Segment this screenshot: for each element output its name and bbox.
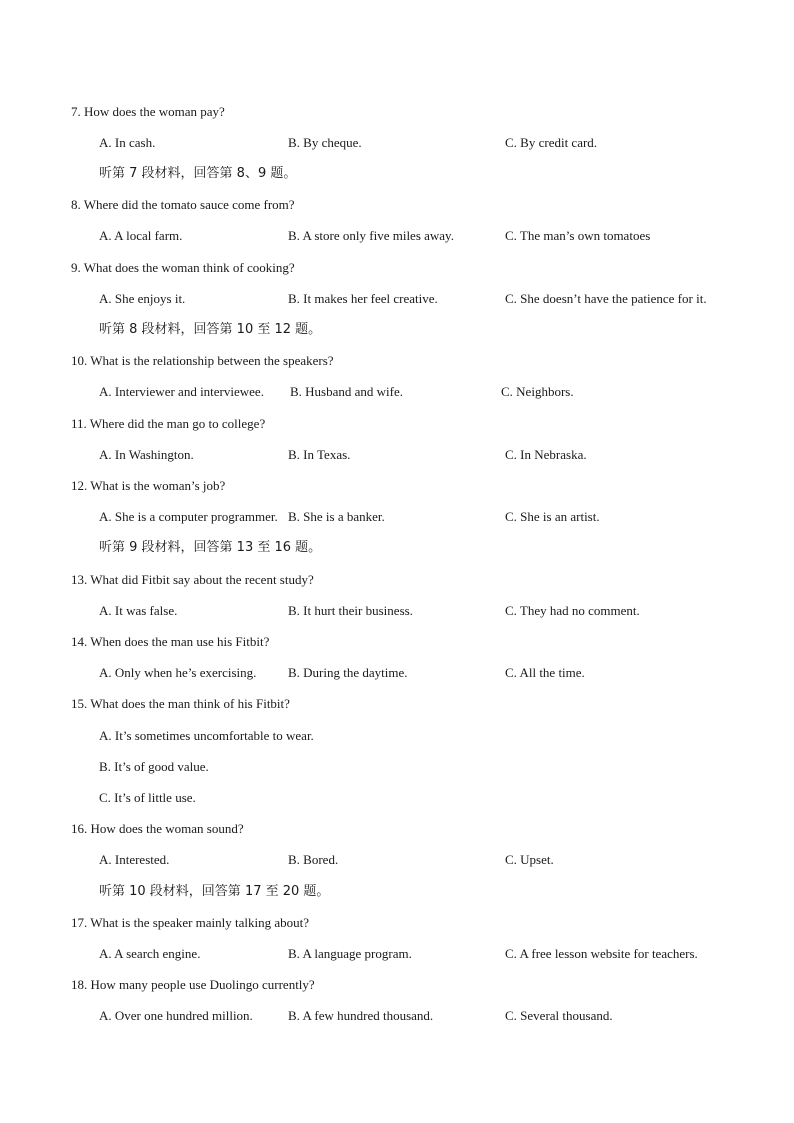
question-text: 11. Where did the man go to college?: [71, 416, 266, 431]
option-a: A. A local farm.: [99, 228, 183, 243]
option-c: C. Neighbors.: [501, 384, 574, 399]
option-a: A. Interested.: [99, 852, 170, 867]
option-a: A. She is a computer programmer.: [99, 509, 278, 524]
question-text: 10. What is the relationship between the speakers?: [71, 353, 334, 368]
option-a: A. Only when he’s exercising.: [99, 665, 257, 680]
option-line: B. It’s of good value.: [99, 759, 209, 774]
option-a: A. A search engine.: [99, 946, 201, 961]
option-c: C. Several thousand.: [505, 1008, 613, 1023]
option-c: C. By credit card.: [505, 135, 598, 150]
option-c: C. She doesn’t have the patience for it.: [505, 291, 707, 306]
question-text: 16. How does the woman sound?: [71, 821, 244, 836]
option-c: C. The man’s own tomatoes: [505, 228, 651, 243]
option-a: A. In Washington.: [99, 447, 194, 462]
question-text: 18. How many people use Duolingo currently?: [71, 977, 315, 992]
option-a: A. It was false.: [99, 603, 178, 618]
question-text: 15. What does the man think of his Fitbit?: [71, 696, 290, 711]
section-instruction: 听第 8 段材料，回答第 10 至 12 题。: [99, 322, 322, 337]
option-b: B. Husband and wife.: [290, 384, 404, 399]
option-c: C. She is an artist.: [505, 509, 600, 524]
section-instruction: 听第 9 段材料，回答第 13 至 16 题。: [99, 540, 322, 555]
option-a: A. Over one hundred million.: [99, 1008, 253, 1023]
option-a: A. In cash.: [99, 135, 156, 150]
question-text: 17. What is the speaker mainly talking about?: [71, 915, 310, 930]
option-c: C. All the time.: [505, 665, 585, 680]
question-text: 14. When does the man use his Fitbit?: [71, 634, 270, 649]
question-text: 8. Where did the tomato sauce come from?: [71, 197, 295, 212]
option-c: C. A free lesson website for teachers.: [505, 946, 698, 961]
option-b: B. It hurt their business.: [288, 603, 413, 618]
option-a: A. She enjoys it.: [99, 291, 186, 306]
option-b: B. In Texas.: [288, 447, 351, 462]
question-text: 9. What does the woman think of cooking?: [71, 260, 295, 275]
option-c: C. They had no comment.: [505, 603, 640, 618]
option-b: B. A few hundred thousand.: [288, 1008, 434, 1023]
question-text: 7. How does the woman pay?: [71, 104, 225, 119]
section-instruction: 听第 7 段材料，回答第 8、9 题。: [99, 166, 297, 181]
option-b: B. It makes her feel creative.: [288, 291, 438, 306]
option-b: B. During the daytime.: [288, 665, 408, 680]
option-b: B. A language program.: [288, 946, 412, 961]
option-b: B. Bored.: [288, 852, 339, 867]
option-b: B. By cheque.: [288, 135, 362, 150]
option-b: B. She is a banker.: [288, 509, 385, 524]
option-c: C. In Nebraska.: [505, 447, 587, 462]
option-line: C. It’s of little use.: [99, 790, 196, 805]
section-instruction: 听第 10 段材料，回答第 17 至 20 题。: [99, 884, 330, 899]
option-b: B. A store only five miles away.: [288, 228, 454, 243]
option-c: C. Upset.: [505, 852, 554, 867]
option-a: A. Interviewer and interviewee.: [99, 384, 264, 399]
option-line: A. It’s sometimes uncomfortable to wear.: [99, 728, 314, 743]
question-text: 12. What is the woman’s job?: [71, 478, 226, 493]
question-text: 13. What did Fitbit say about the recent study?: [71, 572, 314, 587]
